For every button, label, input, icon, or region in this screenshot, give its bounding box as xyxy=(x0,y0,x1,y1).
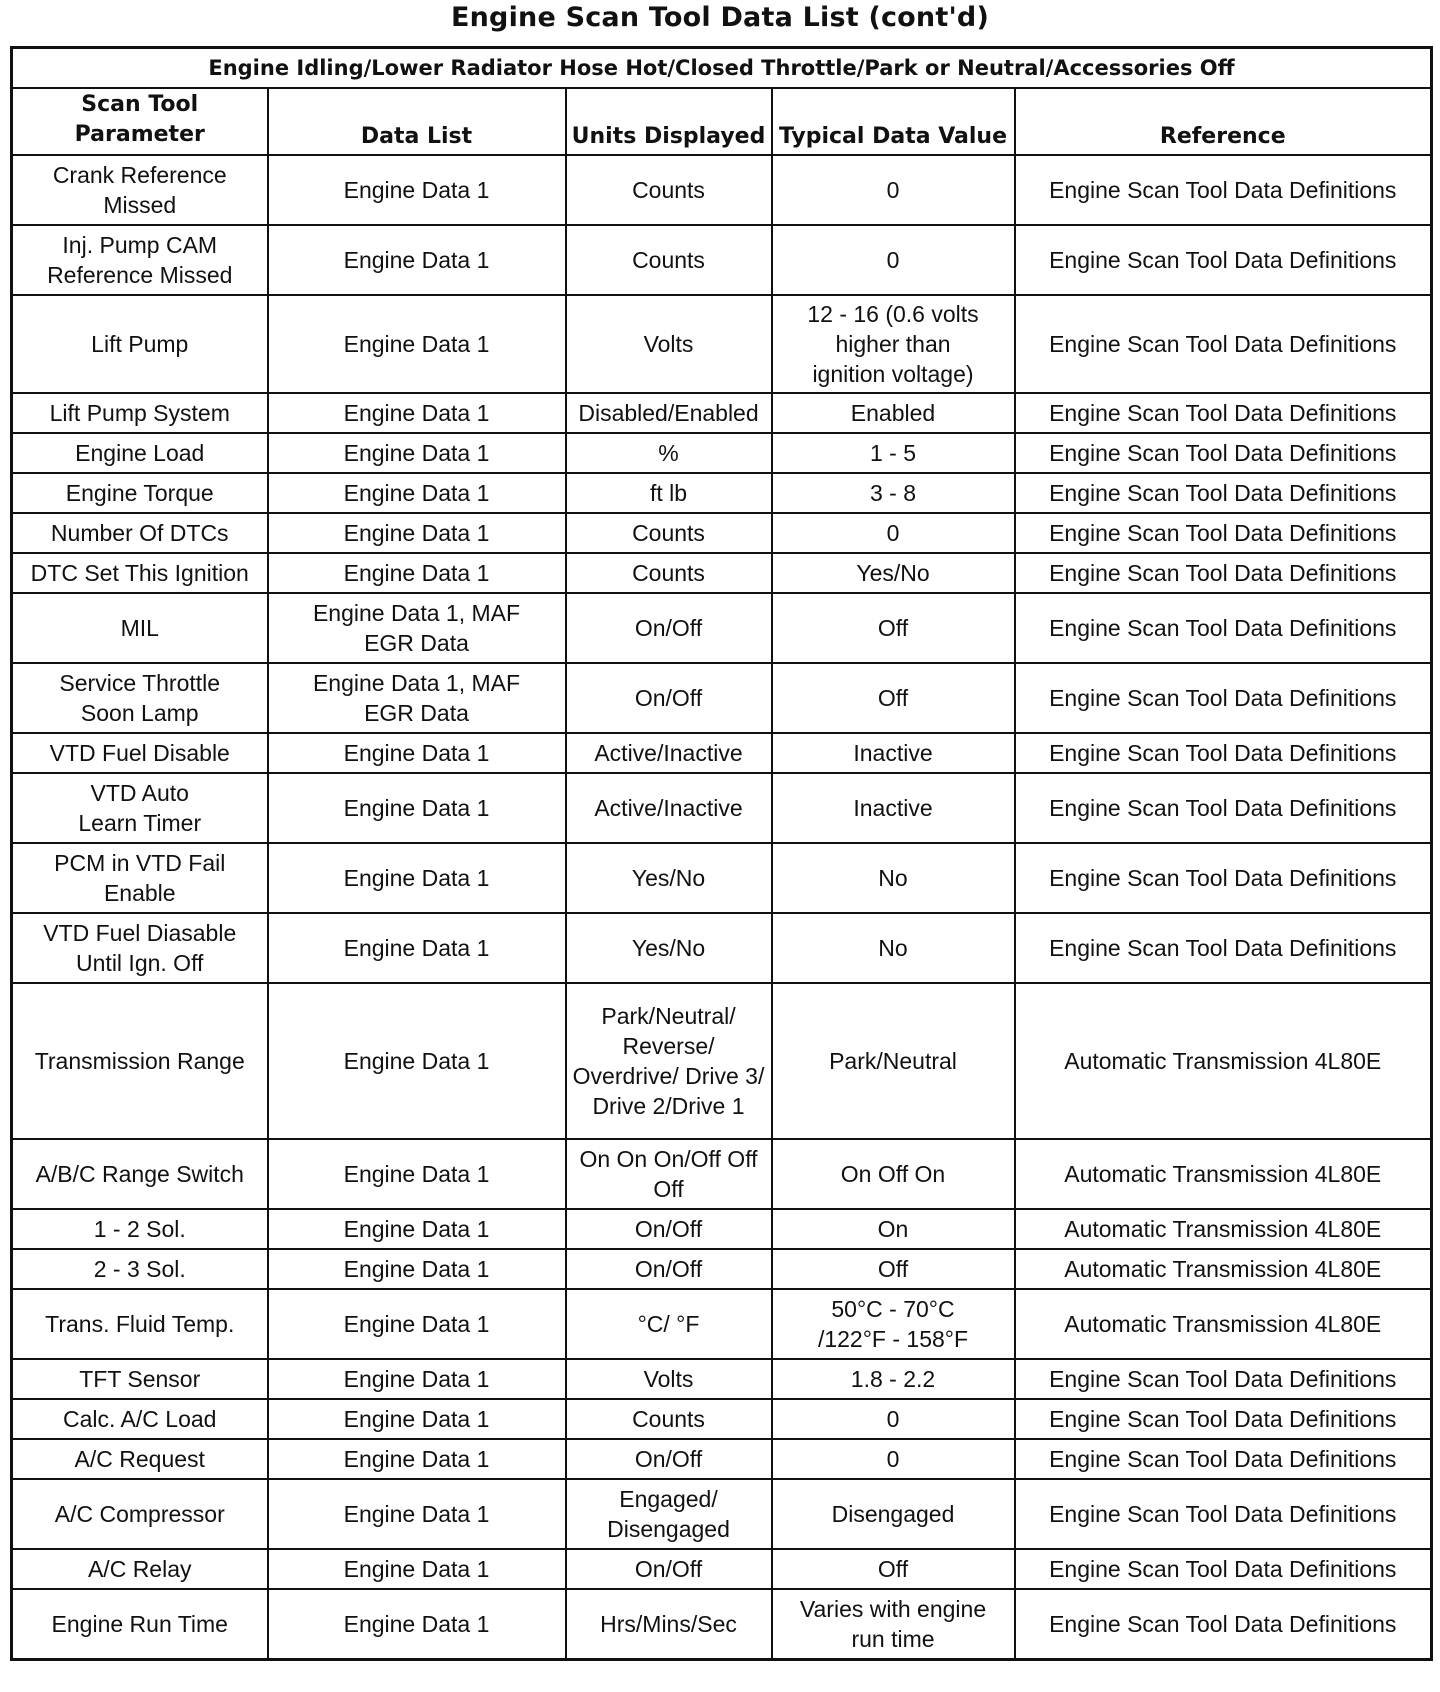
scan-tool-data-table xyxy=(10,46,1433,1661)
cell-units-displayed: Yes/No xyxy=(566,913,772,983)
cell-data-list: Engine Data 1 xyxy=(268,295,566,393)
cell-units-displayed: Counts xyxy=(566,553,772,593)
cell-scan-tool-parameter: PCM in VTD Fail Enable xyxy=(12,843,268,913)
table-row xyxy=(12,473,1432,513)
cell-typical-data-value: Disengaged xyxy=(772,1479,1015,1549)
cell-reference: Engine Scan Tool Data Definitions xyxy=(1015,1589,1432,1660)
cell-data-list: Engine Data 1, MAF EGR Data xyxy=(268,663,566,733)
cell-units-displayed: ft lb xyxy=(566,473,772,513)
table-row xyxy=(12,773,1432,843)
cell-data-list: Engine Data 1 xyxy=(268,1399,566,1439)
cell-data-list: Engine Data 1 xyxy=(268,733,566,773)
cell-data-list: Engine Data 1 xyxy=(268,473,566,513)
cell-typical-data-value: 0 xyxy=(772,1399,1015,1439)
table-row xyxy=(12,1439,1432,1479)
cell-reference: Engine Scan Tool Data Definitions xyxy=(1015,773,1432,843)
table-row xyxy=(12,155,1432,225)
table-row xyxy=(12,663,1432,733)
cell-typical-data-value: Off xyxy=(772,663,1015,733)
table-row xyxy=(12,1289,1432,1359)
cell-reference: Engine Scan Tool Data Definitions xyxy=(1015,155,1432,225)
cell-units-displayed: Disabled/Enabled xyxy=(566,393,772,433)
cell-units-displayed: Active/Inactive xyxy=(566,773,772,843)
cell-data-list: Engine Data 1 xyxy=(268,1549,566,1589)
cell-data-list: Engine Data 1 xyxy=(268,1209,566,1249)
cell-data-list: Engine Data 1 xyxy=(268,1289,566,1359)
table-row xyxy=(12,1359,1432,1399)
cell-data-list: Engine Data 1 xyxy=(268,1359,566,1399)
table-body xyxy=(12,155,1432,1660)
cell-data-list: Engine Data 1 xyxy=(268,553,566,593)
cell-typical-data-value: On Off On xyxy=(772,1139,1015,1209)
cell-scan-tool-parameter: Service Throttle Soon Lamp xyxy=(12,663,268,733)
cell-units-displayed: Counts xyxy=(566,155,772,225)
cell-scan-tool-parameter: Engine Torque xyxy=(12,473,268,513)
cell-typical-data-value: 0 xyxy=(772,155,1015,225)
cell-reference: Automatic Transmission 4L80E xyxy=(1015,1139,1432,1209)
cell-reference: Automatic Transmission 4L80E xyxy=(1015,1209,1432,1249)
table-row xyxy=(12,1249,1432,1289)
table-row xyxy=(12,1549,1432,1589)
cell-data-list: Engine Data 1 xyxy=(268,983,566,1139)
cell-typical-data-value: 1 - 5 xyxy=(772,433,1015,473)
cell-units-displayed: Park/Neutral/ Reverse/ Overdrive/ Drive 3/ Drive 2/Drive 1 xyxy=(566,983,772,1139)
cell-typical-data-value: 0 xyxy=(772,513,1015,553)
cell-reference: Engine Scan Tool Data Definitions xyxy=(1015,433,1432,473)
cell-typical-data-value: 3 - 8 xyxy=(772,473,1015,513)
cell-scan-tool-parameter: A/B/C Range Switch xyxy=(12,1139,268,1209)
cell-typical-data-value: Off xyxy=(772,1249,1015,1289)
cell-reference: Engine Scan Tool Data Definitions xyxy=(1015,553,1432,593)
cell-data-list: Engine Data 1 xyxy=(268,393,566,433)
cell-data-list: Engine Data 1 xyxy=(268,1249,566,1289)
cell-scan-tool-parameter: Lift Pump System xyxy=(12,393,268,433)
cell-units-displayed: % xyxy=(566,433,772,473)
table-row xyxy=(12,593,1432,663)
cell-reference: Engine Scan Tool Data Definitions xyxy=(1015,843,1432,913)
cell-reference: Engine Scan Tool Data Definitions xyxy=(1015,1399,1432,1439)
cell-scan-tool-parameter: MIL xyxy=(12,593,268,663)
cell-typical-data-value: Inactive xyxy=(772,733,1015,773)
header-data-list: Data List xyxy=(268,88,566,155)
table-row xyxy=(12,433,1432,473)
cell-units-displayed: Active/Inactive xyxy=(566,733,772,773)
cell-reference: Engine Scan Tool Data Definitions xyxy=(1015,393,1432,433)
cell-typical-data-value: Off xyxy=(772,593,1015,663)
cell-reference: Engine Scan Tool Data Definitions xyxy=(1015,1479,1432,1549)
cell-units-displayed: Engaged/ Disengaged xyxy=(566,1479,772,1549)
cell-units-displayed: Counts xyxy=(566,513,772,553)
cell-data-list: Engine Data 1, MAF EGR Data xyxy=(268,593,566,663)
cell-typical-data-value: Varies with engine run time xyxy=(772,1589,1015,1660)
cell-reference: Automatic Transmission 4L80E xyxy=(1015,1289,1432,1359)
cell-units-displayed: Volts xyxy=(566,1359,772,1399)
cell-reference: Engine Scan Tool Data Definitions xyxy=(1015,733,1432,773)
cell-scan-tool-parameter: DTC Set This Ignition xyxy=(12,553,268,593)
page-title: Engine Scan Tool Data List (cont'd) xyxy=(450,2,989,33)
cell-data-list: Engine Data 1 xyxy=(268,433,566,473)
cell-typical-data-value: No xyxy=(772,913,1015,983)
table-row xyxy=(12,1139,1432,1209)
table-row xyxy=(12,1589,1432,1660)
cell-reference: Engine Scan Tool Data Definitions xyxy=(1015,1439,1432,1479)
table-row xyxy=(12,843,1432,913)
cell-data-list: Engine Data 1 xyxy=(268,155,566,225)
table-row xyxy=(12,225,1432,295)
cell-typical-data-value: No xyxy=(772,843,1015,913)
table-row xyxy=(12,733,1432,773)
cell-typical-data-value: 0 xyxy=(772,225,1015,295)
cell-reference: Engine Scan Tool Data Definitions xyxy=(1015,295,1432,393)
cell-reference: Engine Scan Tool Data Definitions xyxy=(1015,1359,1432,1399)
cell-scan-tool-parameter: Trans. Fluid Temp. xyxy=(12,1289,268,1359)
cell-units-displayed: Hrs/Mins/Sec xyxy=(566,1589,772,1660)
cell-scan-tool-parameter: A/C Request xyxy=(12,1439,268,1479)
cell-data-list: Engine Data 1 xyxy=(268,843,566,913)
table-row xyxy=(12,983,1432,1139)
cell-scan-tool-parameter: TFT Sensor xyxy=(12,1359,268,1399)
cell-data-list: Engine Data 1 xyxy=(268,773,566,843)
header-reference: Reference xyxy=(1015,88,1432,155)
cell-data-list: Engine Data 1 xyxy=(268,1589,566,1660)
cell-scan-tool-parameter: A/C Compressor xyxy=(12,1479,268,1549)
cell-typical-data-value: Park/Neutral xyxy=(772,983,1015,1139)
cell-scan-tool-parameter: 1 - 2 Sol. xyxy=(12,1209,268,1249)
cell-typical-data-value: Enabled xyxy=(772,393,1015,433)
cell-units-displayed: Counts xyxy=(566,225,772,295)
cell-units-displayed: On/Off xyxy=(566,1249,772,1289)
table-row xyxy=(12,913,1432,983)
header-scan-tool-parameter: Scan Tool Parameter xyxy=(12,88,268,155)
cell-data-list: Engine Data 1 xyxy=(268,1439,566,1479)
cell-units-displayed: On/Off xyxy=(566,1209,772,1249)
cell-typical-data-value: 1.8 - 2.2 xyxy=(772,1359,1015,1399)
cell-scan-tool-parameter: Engine Run Time xyxy=(12,1589,268,1660)
cell-units-displayed: Volts xyxy=(566,295,772,393)
cell-scan-tool-parameter: Calc. A/C Load xyxy=(12,1399,268,1439)
cell-units-displayed: On On On/Off Off Off xyxy=(566,1139,772,1209)
table-row xyxy=(12,1209,1432,1249)
cell-units-displayed: On/Off xyxy=(566,593,772,663)
cell-data-list: Engine Data 1 xyxy=(268,913,566,983)
cell-reference: Automatic Transmission 4L80E xyxy=(1015,1249,1432,1289)
cell-units-displayed: Counts xyxy=(566,1399,772,1439)
cell-typical-data-value: 12 - 16 (0.6 volts higher than ignition voltage) xyxy=(772,295,1015,393)
table-row xyxy=(12,393,1432,433)
cell-scan-tool-parameter: VTD Fuel Diasable Until Ign. Off xyxy=(12,913,268,983)
operating-condition-header: Engine Idling/Lower Radiator Hose Hot/Closed Throttle/Park or Neutral/Accessories Off xyxy=(12,48,1432,89)
cell-typical-data-value: 0 xyxy=(772,1439,1015,1479)
cell-reference: Engine Scan Tool Data Definitions xyxy=(1015,1549,1432,1589)
cell-scan-tool-parameter: Lift Pump xyxy=(12,295,268,393)
cell-typical-data-value: Off xyxy=(772,1549,1015,1589)
cell-scan-tool-parameter: Crank Reference Missed xyxy=(12,155,268,225)
column-header-row xyxy=(12,88,1432,155)
cell-reference: Engine Scan Tool Data Definitions xyxy=(1015,913,1432,983)
cell-scan-tool-parameter: Number Of DTCs xyxy=(12,513,268,553)
header-units-displayed: Units Displayed xyxy=(566,88,772,155)
cell-scan-tool-parameter: A/C Relay xyxy=(12,1549,268,1589)
cell-reference: Engine Scan Tool Data Definitions xyxy=(1015,473,1432,513)
table-row xyxy=(12,513,1432,553)
header-typical-data-value: Typical Data Value xyxy=(772,88,1015,155)
table-row xyxy=(12,1399,1432,1439)
cell-reference: Engine Scan Tool Data Definitions xyxy=(1015,513,1432,553)
table-row xyxy=(12,295,1432,393)
cell-data-list: Engine Data 1 xyxy=(268,1479,566,1549)
cell-scan-tool-parameter: Inj. Pump CAM Reference Missed xyxy=(12,225,268,295)
table-row xyxy=(12,1479,1432,1549)
cell-typical-data-value: Inactive xyxy=(772,773,1015,843)
cell-typical-data-value: Yes/No xyxy=(772,553,1015,593)
cell-scan-tool-parameter: Engine Load xyxy=(12,433,268,473)
cell-reference: Engine Scan Tool Data Definitions xyxy=(1015,225,1432,295)
cell-data-list: Engine Data 1 xyxy=(268,1139,566,1209)
cell-scan-tool-parameter: Transmission Range xyxy=(12,983,268,1139)
cell-units-displayed: On/Off xyxy=(566,663,772,733)
cell-scan-tool-parameter: VTD Fuel Disable xyxy=(12,733,268,773)
cell-reference: Automatic Transmission 4L80E xyxy=(1015,983,1432,1139)
cell-data-list: Engine Data 1 xyxy=(268,513,566,553)
cell-typical-data-value: 50°C - 70°C /122°F - 158°F xyxy=(772,1289,1015,1359)
cell-units-displayed: Yes/No xyxy=(566,843,772,913)
cell-scan-tool-parameter: 2 - 3 Sol. xyxy=(12,1249,268,1289)
cell-reference: Engine Scan Tool Data Definitions xyxy=(1015,593,1432,663)
cell-reference: Engine Scan Tool Data Definitions xyxy=(1015,663,1432,733)
cell-scan-tool-parameter: VTD Auto Learn Timer xyxy=(12,773,268,843)
cell-typical-data-value: On xyxy=(772,1209,1015,1249)
table-row xyxy=(12,553,1432,593)
cell-units-displayed: On/Off xyxy=(566,1439,772,1479)
cell-units-displayed: On/Off xyxy=(566,1549,772,1589)
cell-data-list: Engine Data 1 xyxy=(268,225,566,295)
cell-units-displayed: °C/ °F xyxy=(566,1289,772,1359)
